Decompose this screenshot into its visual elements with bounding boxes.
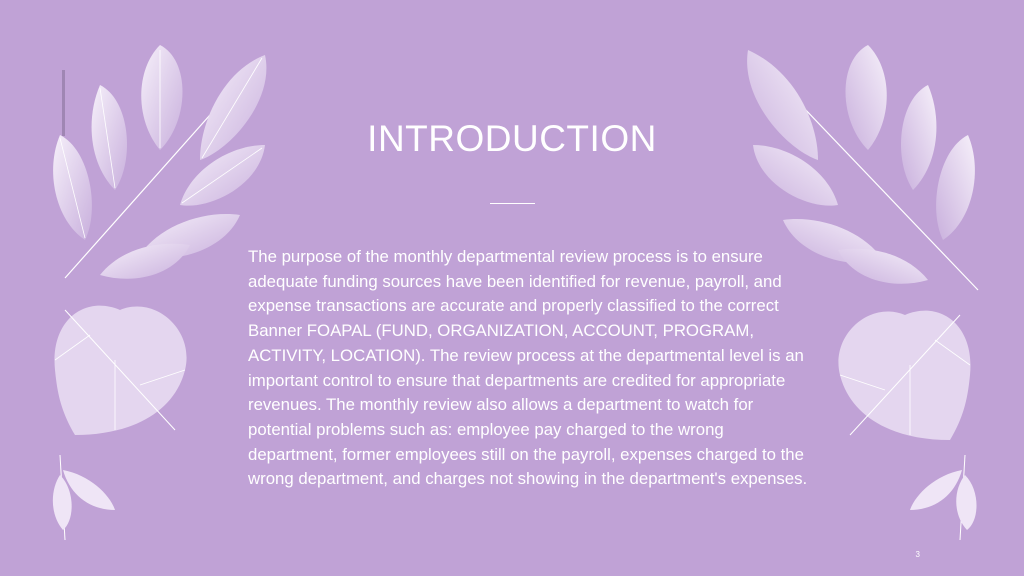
- slide-number: 3: [915, 550, 920, 559]
- right-small-leaves-icon: [905, 450, 985, 540]
- right-heart-leaf-icon: [830, 295, 980, 445]
- left-leaf-branch-icon: [40, 40, 280, 290]
- title-divider: [490, 203, 535, 204]
- left-heart-leaf-icon: [45, 290, 195, 440]
- body-paragraph: The purpose of the monthly departmental review process is to ensure adequate funding sources have been identified for revenue, payroll, and expense transactions are accurate and properly classified to the correct Banner FOAPAL (FUND, ORGANIZATION, ACCOUNT, PROGRAM, ACTIVITY, LOCATION). The review process at the departmental level is an important control to ensure that departments are credited for appropriate revenues. The monthly review also allows a department to watch for potential problems such as: employee pay charged to the wrong department, former employees still on the payroll, expenses charged to the wrong department, and charges not showing in the department's expenses.: [248, 247, 808, 489]
- left-small-leaves-icon: [45, 450, 125, 540]
- slide-title: INTRODUCTION: [367, 118, 657, 159]
